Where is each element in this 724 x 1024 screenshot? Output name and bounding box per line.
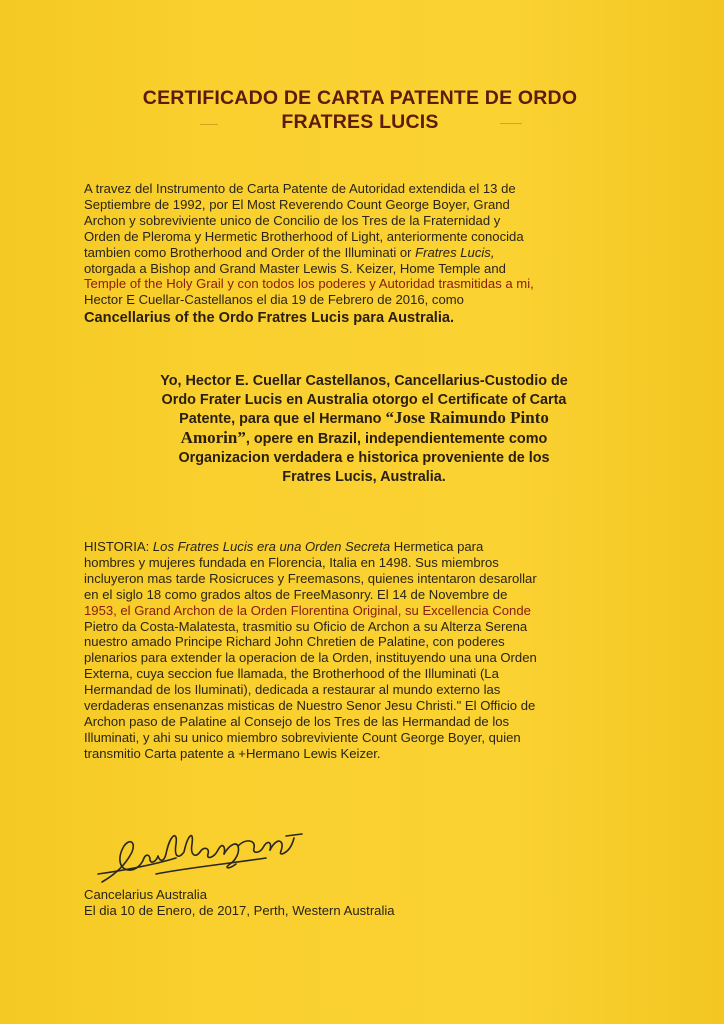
signature-caption xyxy=(84,887,395,919)
recipient-name: “Jose Raimundo Pinto xyxy=(385,408,549,428)
paragraph-text: tambien como Brotherhood and Order of the Illuminati or xyxy=(84,244,416,260)
authority-paragraph xyxy=(84,181,644,328)
title-line-2: FRATRES LUCIS xyxy=(281,111,439,133)
title-line-1: CERTIFICADO DE CARTA PATENTE DE ORDO xyxy=(142,87,578,109)
history-paragraph xyxy=(84,539,644,762)
paragraph-line: A travez del Instrumento de Carta Patente de Autoridad extendida el 13 de xyxy=(84,181,516,196)
history-line: nuestro amado Principe Richard John Chretien de Palatine, con poderes xyxy=(84,634,505,650)
history-text: Hermetica para xyxy=(390,539,484,554)
paragraph-line: Temple of the Holy Grail y con todos los poderes y Autoridad trasmitidas a mi, xyxy=(84,276,534,292)
paragraph-line: otorgada a Bishop and Grand Master Lewis S. Keizer, Home Temple and xyxy=(84,260,506,276)
history-line: transmitio Carta patente a +Hermano Lewis Keizer. xyxy=(84,745,381,761)
grant-line: Organizacion verdadera e historica proveniente de los xyxy=(178,449,550,466)
cancellarius-title: Cancellarius of the Ordo Fratres Lucis para Australia. xyxy=(84,310,455,327)
history-line: plenarios para extender la operacion de la Orden, instituyendo una una Orden xyxy=(84,650,537,666)
fratres-lucis-term: Fratres Lucis, xyxy=(415,244,495,260)
history-label: HISTORIA: xyxy=(84,539,150,554)
grant-text: , opere en Brazil, independientemente como xyxy=(245,431,548,448)
grant-line: Ordo Frater Lucis en Australia otorgo el Certificate of Carta xyxy=(161,391,567,408)
history-line: hombres y mujeres fundada en Florencia, Italia en 1498. Sus miembros xyxy=(84,554,499,570)
paragraph-line: Septiembre de 1992, por El Most Reverendo Count George Boyer, Grand xyxy=(84,196,510,212)
paragraph-line: Archon y sobreviviente unico de Concilio de los Tres de la Fraternidad y xyxy=(84,212,501,228)
certificate-title xyxy=(60,86,660,134)
history-line: verdaderas ensenanzas misticas de Nuestro Senor Jesu Christi." El Officio de xyxy=(84,698,536,714)
grant-line xyxy=(84,429,644,449)
history-line: en el siglo 18 como grados altos de FreeMasonry. El 14 de Novembre de xyxy=(84,586,508,602)
history-line: Illuminati, y ahi su unico miembro sobreviviente Count George Boyer, quien xyxy=(84,729,521,745)
signatory-title: Cancelarius Australia xyxy=(84,887,207,902)
history-line xyxy=(84,539,644,555)
paragraph-line: Hector E Cuellar-Castellanos el dia 19 de Febrero de 2016, como xyxy=(84,292,464,308)
history-line: Archon paso de Palatine al Consejo de los Tres de las Hermandad de los xyxy=(84,713,510,729)
grant-text: Patente, para que el Hermano xyxy=(179,411,386,428)
history-line: Hermandad de los Iluminati), dedicada a restaurar al mundo externo las xyxy=(84,682,501,698)
paragraph-line: Orden de Pleroma y Hermetic Brotherhood of Light, anteriormente conocida xyxy=(84,228,524,244)
recipient-surname: Amorin” xyxy=(180,428,246,448)
history-line: 1953, el Grand Archon de la Orden Florentina Original, su Excellencia Conde xyxy=(84,602,531,618)
signature-date-place: El dia 10 de Enero, de 2017, Perth, Western Australia xyxy=(84,903,395,918)
history-line: Externa, cuya seccion fue llamada, the Brotherhood of the Illuminati (La xyxy=(84,666,499,682)
paragraph-line xyxy=(84,245,644,261)
grant-line: Yo, Hector E. Cuellar Castellanos, Cancellarius-Custodio de xyxy=(160,373,568,389)
grant-line xyxy=(84,409,644,429)
grant-paragraph xyxy=(84,372,644,486)
history-line: incluyeron mas tarde Rosicruces y Freemasons, quienes intentaron desarollar xyxy=(84,570,537,586)
history-line: Pietro da Costa-Malatesta, trasmitio su Oficio de Archon a su Alterza Serena xyxy=(84,618,528,634)
handwritten-signature xyxy=(96,824,316,888)
grant-line: Fratres Lucis, Australia. xyxy=(282,468,446,485)
history-intro: Los Fratres Lucis era una Orden Secreta xyxy=(149,539,391,554)
